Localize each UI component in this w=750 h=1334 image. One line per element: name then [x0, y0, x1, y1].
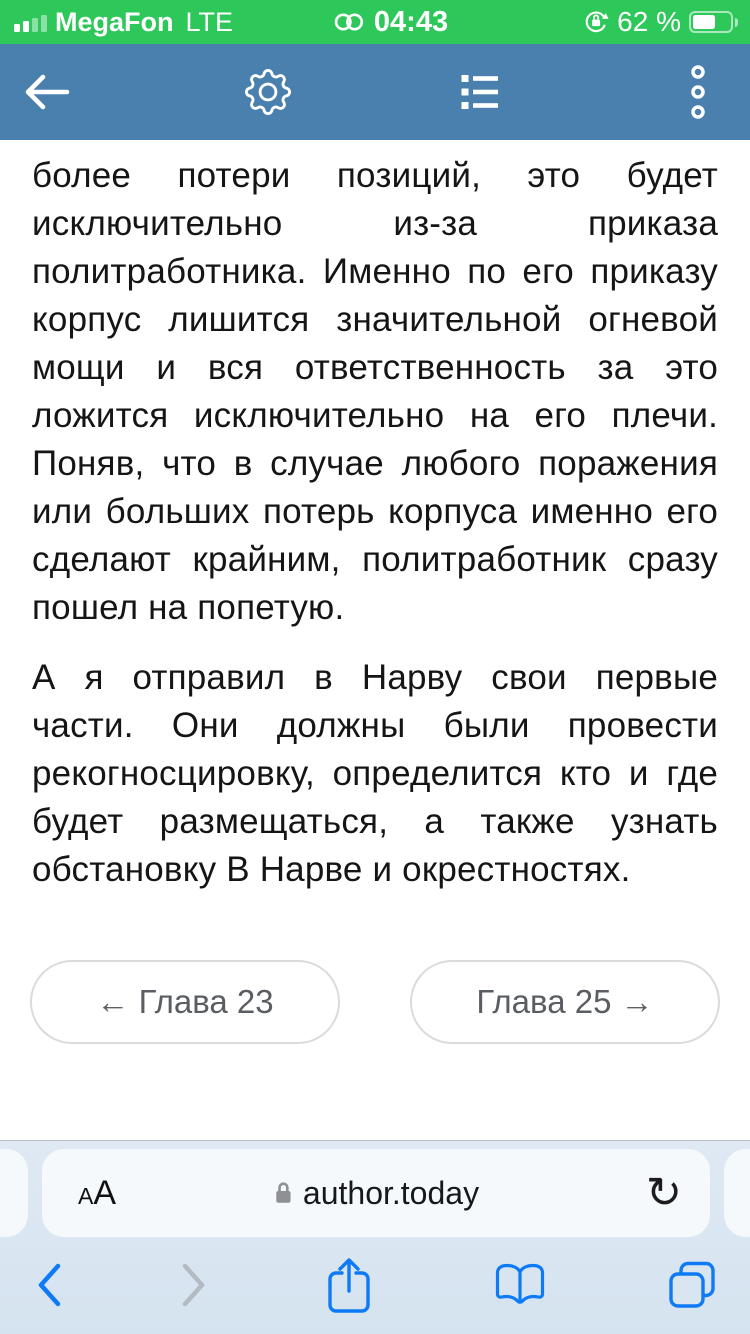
next-chapter-button[interactable]: Глава 25 →	[410, 960, 720, 1044]
text-size-button[interactable]	[78, 1174, 116, 1213]
browser-forward-button[interactable]	[181, 1262, 207, 1308]
chapter-text	[0, 140, 750, 894]
text-line: будет размещаться, а также узнать	[32, 802, 718, 841]
network-type-label: LTE	[185, 6, 234, 37]
back-arrow-icon	[20, 70, 72, 114]
next-tab-stub[interactable]	[724, 1149, 750, 1237]
vertical-dots-icon	[689, 63, 707, 121]
status-center-group	[332, 0, 448, 44]
status-right-group	[583, 0, 738, 44]
text-line: рекогносцировку, определится кто и где	[32, 754, 718, 793]
status-left-group	[14, 0, 233, 44]
settings-button[interactable]	[245, 69, 291, 115]
battery-percent-label: 62 %	[617, 6, 681, 37]
reader-content	[0, 140, 750, 1140]
tabs-icon	[666, 1260, 718, 1310]
text-line: пошел на попетую.	[32, 588, 345, 627]
carrier-label: MegaFon	[55, 6, 174, 37]
clock-label: 04:43	[373, 5, 449, 38]
aa-large-label: A	[93, 1173, 117, 1212]
ssl-lock-icon	[273, 1180, 294, 1206]
prev-chapter-button[interactable]: ← Глава 23	[30, 960, 340, 1044]
safari-toolbar	[0, 1245, 750, 1334]
battery-icon	[689, 11, 738, 33]
text-line: исключительно из-за приказа	[32, 204, 718, 243]
chevron-right-icon	[181, 1262, 207, 1308]
gear-icon	[245, 69, 291, 115]
status-bar	[0, 0, 750, 44]
back-button[interactable]	[20, 70, 72, 114]
hotspot-icon	[332, 9, 366, 35]
aa-small-label: A	[78, 1182, 94, 1209]
chapter-navigation	[0, 960, 750, 1044]
text-line: или больших потерь корпуса именно его	[32, 492, 718, 531]
url-label: author.today	[302, 1174, 480, 1211]
text-line: А я отправил в Нарву свои первые	[32, 658, 718, 697]
book-icon	[492, 1262, 548, 1308]
text-line: ложится исключительно на его плечи.	[32, 396, 718, 435]
paragraph	[32, 654, 718, 894]
text-line: Поняв, что в случае любого поражения	[32, 444, 718, 483]
text-line: политработника. Именно по его приказу	[32, 252, 718, 291]
more-options-button[interactable]	[689, 63, 707, 121]
paragraph	[32, 152, 718, 632]
address-bar[interactable]	[42, 1149, 710, 1237]
reload-button[interactable]: ↻	[645, 1167, 682, 1218]
share-icon	[325, 1256, 373, 1314]
address-bar-row	[0, 1141, 750, 1245]
chevron-left-icon	[36, 1262, 62, 1308]
text-line: мощи и вся ответственность за это	[32, 348, 718, 387]
table-of-contents-button[interactable]	[460, 72, 506, 112]
text-line: более потери позиций, это будет	[32, 156, 718, 195]
list-icon	[460, 72, 506, 112]
text-line: сделают крайним, политработник сразу	[32, 540, 718, 579]
orientation-lock-icon	[583, 9, 609, 35]
safari-bottom-chrome	[0, 1140, 750, 1334]
browser-back-button[interactable]	[36, 1262, 62, 1308]
reader-nav-bar	[0, 44, 750, 140]
text-line: обстановку В Нарве и окрестностях.	[32, 850, 631, 889]
share-button[interactable]	[325, 1256, 373, 1314]
tabs-button[interactable]	[666, 1260, 718, 1310]
text-line: корпус лишится значительной огневой	[32, 300, 718, 339]
cellular-signal-icon	[14, 14, 47, 32]
url-group	[273, 1175, 479, 1212]
text-line: части. Они должны были провести	[32, 706, 718, 745]
previous-tab-stub[interactable]	[0, 1149, 28, 1237]
bookmarks-button[interactable]	[492, 1262, 548, 1308]
